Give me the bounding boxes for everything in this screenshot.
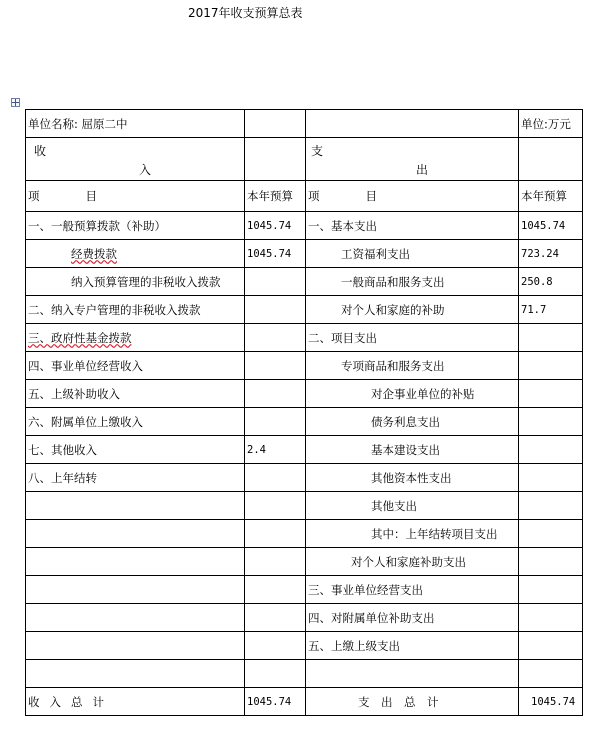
income-item bbox=[26, 492, 245, 520]
income-value bbox=[245, 520, 306, 548]
move-cross-icon[interactable] bbox=[11, 98, 20, 107]
empty-cell bbox=[306, 110, 519, 138]
table-row-total bbox=[26, 688, 583, 716]
expense-item bbox=[306, 660, 519, 688]
expense-item: 对个人和家庭补助支出 bbox=[306, 548, 519, 576]
table-row bbox=[26, 212, 583, 240]
expense-item: 二、项目支出 bbox=[306, 324, 519, 352]
unit-name-cell: 单位名称: 屈原二中 bbox=[26, 110, 245, 138]
income-value: 2.4 bbox=[245, 436, 306, 464]
expense-value bbox=[519, 436, 583, 464]
expense-value bbox=[519, 492, 583, 520]
expense-total-label: 支 出 总 计 bbox=[306, 688, 519, 716]
expense-value: 71.7 bbox=[519, 296, 583, 324]
table-row bbox=[26, 464, 583, 492]
expense-item: 其中：上年结转项目支出 bbox=[306, 520, 519, 548]
expense-value: 1045.74 bbox=[519, 212, 583, 240]
income-item: 经费拨款 bbox=[26, 240, 245, 268]
table-row bbox=[26, 632, 583, 660]
income-value bbox=[245, 268, 306, 296]
expense-budget-header: 本年预算 bbox=[519, 181, 583, 212]
income-value bbox=[245, 632, 306, 660]
income-item bbox=[26, 576, 245, 604]
expense-value bbox=[519, 324, 583, 352]
expense-label-2: 出 bbox=[416, 163, 429, 177]
income-value bbox=[245, 660, 306, 688]
expense-item: 三、事业单位经营支出 bbox=[306, 576, 519, 604]
table-row bbox=[26, 352, 583, 380]
table-row bbox=[26, 660, 583, 688]
income-value bbox=[245, 604, 306, 632]
income-item-header: 项 目 bbox=[26, 181, 245, 212]
income-value bbox=[245, 548, 306, 576]
income-value: 1045.74 bbox=[245, 240, 306, 268]
table-row bbox=[26, 548, 583, 576]
table-row bbox=[26, 408, 583, 436]
expense-value: 723.24 bbox=[519, 240, 583, 268]
empty-cell bbox=[245, 138, 306, 181]
income-budget-header: 本年预算 bbox=[245, 181, 306, 212]
expense-item: 对企事业单位的补贴 bbox=[306, 380, 519, 408]
table-row bbox=[26, 324, 583, 352]
income-item: 三、政府性基金拨款 bbox=[26, 324, 245, 352]
expense-item-header: 项 目 bbox=[306, 181, 519, 212]
expense-value bbox=[519, 408, 583, 436]
expense-item: 一般商品和服务支出 bbox=[306, 268, 519, 296]
income-item: 八、上年结转 bbox=[26, 464, 245, 492]
income-item: 纳入预算管理的非税收入拨款 bbox=[26, 268, 245, 296]
income-label-1: 收 bbox=[34, 144, 47, 158]
expense-item: 专项商品和服务支出 bbox=[306, 352, 519, 380]
expense-value bbox=[519, 660, 583, 688]
income-value bbox=[245, 380, 306, 408]
table-row bbox=[26, 268, 583, 296]
expense-item: 对个人和家庭的补助 bbox=[306, 296, 519, 324]
expense-value bbox=[519, 380, 583, 408]
expense-value bbox=[519, 576, 583, 604]
income-item bbox=[26, 520, 245, 548]
expense-value bbox=[519, 352, 583, 380]
table-row-unit bbox=[26, 110, 583, 138]
expense-value bbox=[519, 548, 583, 576]
income-item: 二、纳入专户管理的非税收入拨款 bbox=[26, 296, 245, 324]
unit-cell: 单位:万元 bbox=[519, 110, 583, 138]
income-item bbox=[26, 604, 245, 632]
budget-table bbox=[25, 109, 583, 716]
income-item: 七、其他收入 bbox=[26, 436, 245, 464]
income-total-label: 收入总计 bbox=[26, 688, 245, 716]
table-row bbox=[26, 492, 583, 520]
income-label-2: 入 bbox=[139, 163, 152, 177]
table-row bbox=[26, 576, 583, 604]
income-value bbox=[245, 352, 306, 380]
expense-total-value: 1045.74 bbox=[519, 688, 583, 716]
income-item: 六、附属单位上缴收入 bbox=[26, 408, 245, 436]
income-value bbox=[245, 296, 306, 324]
empty-cell bbox=[245, 110, 306, 138]
table-row bbox=[26, 240, 583, 268]
income-value bbox=[245, 408, 306, 436]
table-row bbox=[26, 296, 583, 324]
expense-value bbox=[519, 520, 583, 548]
income-value: 1045.74 bbox=[245, 212, 306, 240]
page-title: 2017年收支预算总表 bbox=[188, 6, 303, 20]
income-value bbox=[245, 464, 306, 492]
empty-cell bbox=[519, 138, 583, 181]
income-item: 五、上级补助收入 bbox=[26, 380, 245, 408]
expense-item: 债务利息支出 bbox=[306, 408, 519, 436]
expense-value bbox=[519, 604, 583, 632]
income-value bbox=[245, 324, 306, 352]
income-total-value: 1045.74 bbox=[245, 688, 306, 716]
table-row bbox=[26, 380, 583, 408]
table-row bbox=[26, 604, 583, 632]
table-row-section-header bbox=[26, 138, 583, 181]
income-item bbox=[26, 660, 245, 688]
expense-label-1: 支 bbox=[311, 144, 324, 158]
income-item: 四、事业单位经营收入 bbox=[26, 352, 245, 380]
income-item bbox=[26, 548, 245, 576]
expense-item: 其他支出 bbox=[306, 492, 519, 520]
expense-item: 五、上缴上级支出 bbox=[306, 632, 519, 660]
expense-value bbox=[519, 464, 583, 492]
table-row bbox=[26, 520, 583, 548]
income-value bbox=[245, 492, 306, 520]
income-section-header bbox=[26, 138, 245, 181]
income-value bbox=[245, 576, 306, 604]
income-item: 一、一般预算拨款（补助） bbox=[26, 212, 245, 240]
expense-value bbox=[519, 632, 583, 660]
table-row bbox=[26, 436, 583, 464]
table-row-column-header bbox=[26, 181, 583, 212]
income-item bbox=[26, 632, 245, 660]
expense-section-header bbox=[306, 138, 519, 181]
expense-item: 基本建设支出 bbox=[306, 436, 519, 464]
expense-item: 四、对附属单位补助支出 bbox=[306, 604, 519, 632]
expense-item: 工资福利支出 bbox=[306, 240, 519, 268]
expense-value: 250.8 bbox=[519, 268, 583, 296]
expense-item: 一、基本支出 bbox=[306, 212, 519, 240]
expense-item: 其他资本性支出 bbox=[306, 464, 519, 492]
